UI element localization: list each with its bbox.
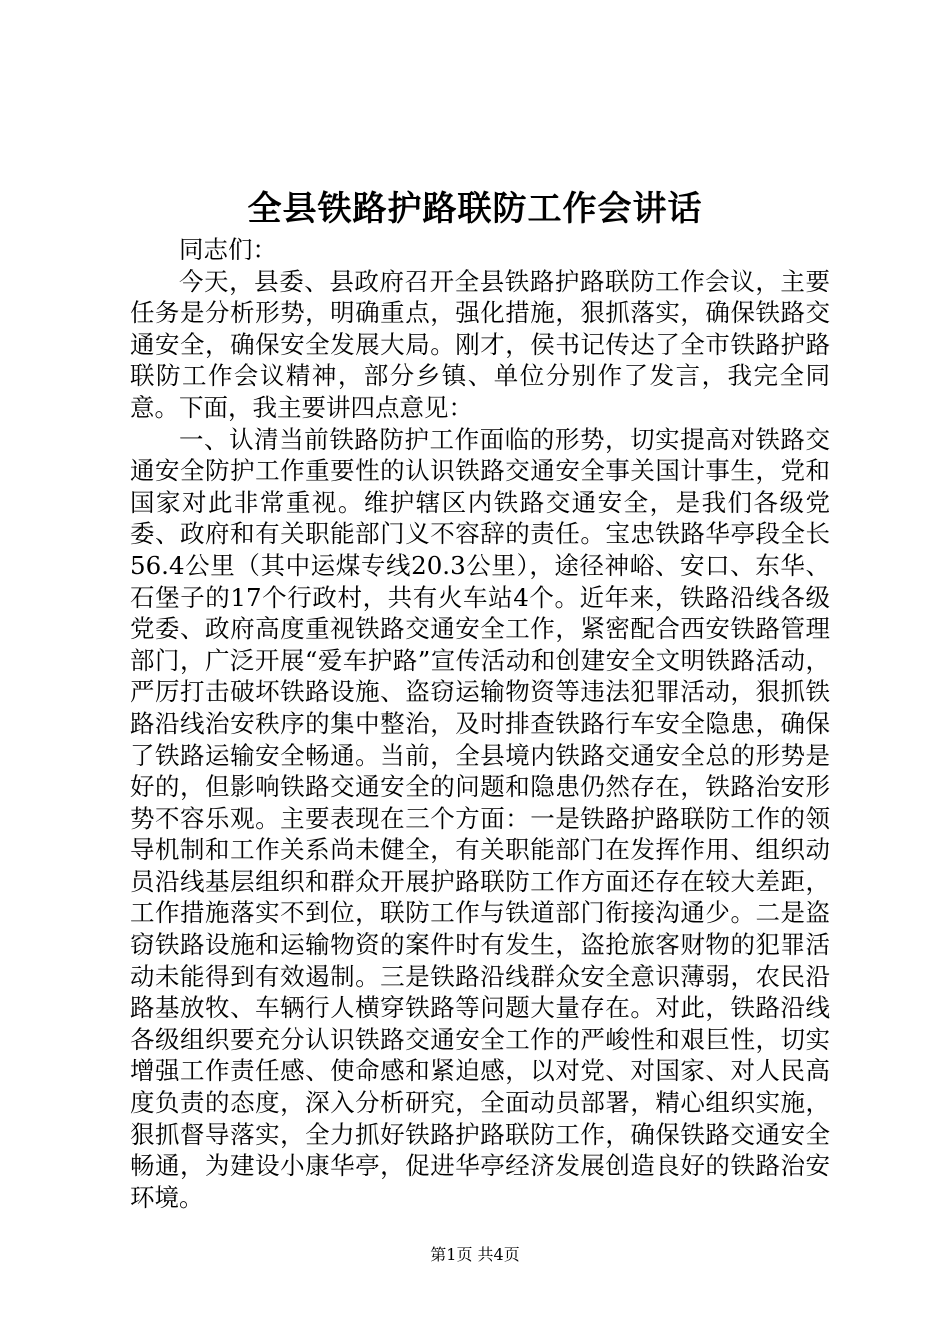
paragraph-section-one: 一、认清当前铁路防护工作面临的形势，切实提高对铁路交通安全防护工作重要性的认识铁路交通安全事关国计事生，党和国家对此非常重视。维护辖区内铁路交通安全，是我们各级党委、政府和有关职能部门义不容辞的责任。宝忠铁路华亭段全长56.4公里（其中运煤专线20.3公里），途径神峪、安口、东华、石堡子的17个行政村，共有火车站4个。近年来，铁路沿线各级党委、政府高度重视铁路交通安全工作，紧密配合西安铁路管理部门，广泛开展“爱车护路”宣传活动和创建安全文明铁路活动，严厉打击破坏铁路设施、盗窃运输物资等违法犯罪活动，狠抓铁路沿线治安秩序的集中整治，及时排查铁路行车安全隐患，确保了铁路运输安全畅通。当前，全县境内铁路交通安全总的形势是好的，但影响铁路交通安全的问题和隐患仍然存在，铁路治安形势不容乐观。主要表现在三个方面：一是铁路护路联防工作的领导机制和工作关系尚未健全，有关职能部门在发挥作用、组织动员沿线基层组织和群众开展护路联防工作方面还存在较大差距，工作措施落实不到位，联防工作与铁道部门衔接沟通少。二是盗窃铁路设施和运输物资的案件时有发生，盗抢旅客财物的犯罪活动未能得到有效遏制。三是铁路沿线群众安全意识薄弱，农民沿路基放牧、车辆行人横穿铁路等问题大量存在。对此，铁路沿线各级组织要充分认识铁路交通安全工作的严峻性和艰巨性，切实增强工作责任感、使命感和紧迫感，以对党、对国家、对人民高度负责的态度，深入分析研究，全面动员部署，精心组织实施，狠抓督导落实，全力抓好铁路护路联防工作，确保铁路交通安全畅通，为建设小康华亭，促进华亭经济发展创造良好的铁路治安环境。 — [130, 424, 830, 1212]
salutation: 同志们： — [179, 235, 277, 264]
paragraph-intro: 今天，县委、县政府召开全县铁路护路联防工作会议，主要任务是分析形势，明确重点，强化措施，狠抓落实，确保铁路交通安全，确保安全发展大局。刚才，侯书记传达了全市铁路护路联防工作会议精神，部分乡镇、单位分别作了发言，我完全同意。下面，我主要讲四点意见： — [130, 266, 830, 422]
document-title: 全县铁路护路联防工作会讲话 — [247, 189, 703, 229]
document-body — [130, 234, 830, 1213]
page-number-footer: 第1页 共4页 — [430, 1245, 520, 1264]
